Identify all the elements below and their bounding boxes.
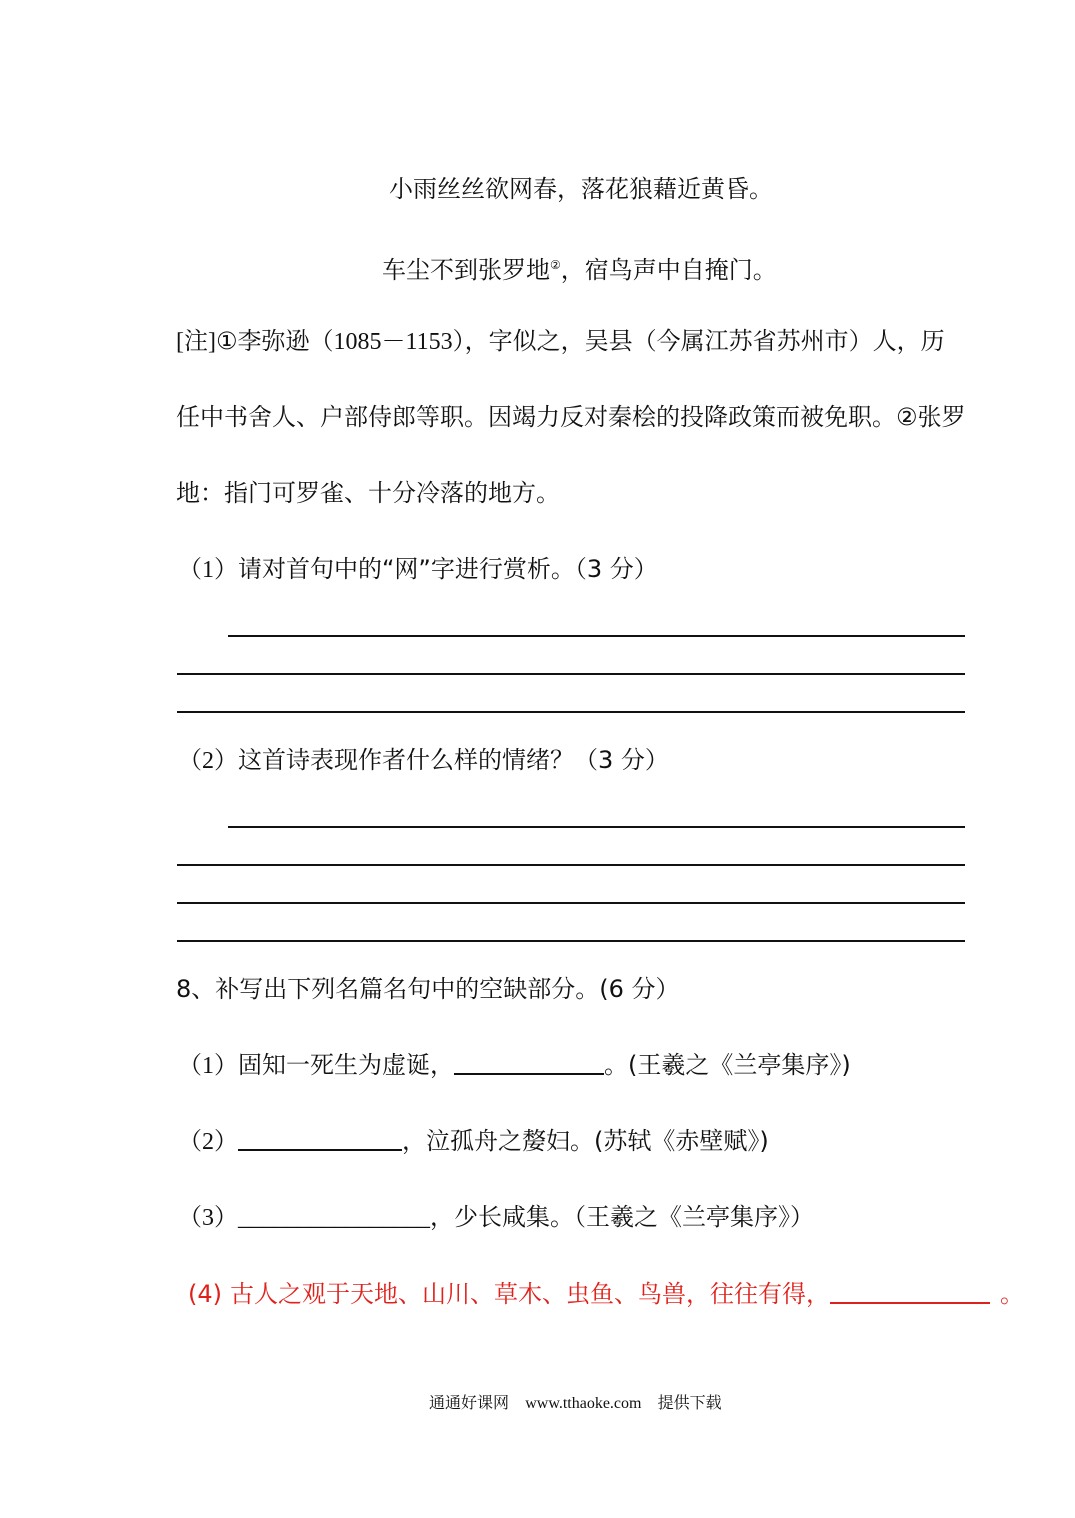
answer-line-2a[interactable] [228, 826, 965, 828]
q8-item-1-after: 。(王羲之《兰亭集序》) [604, 1051, 851, 1079]
answer-line-1b[interactable] [177, 673, 965, 675]
note-circle-1: ① [215, 327, 238, 355]
q8-item-2-blank[interactable] [238, 1127, 402, 1151]
question-1 [178, 554, 658, 585]
footnote-marker: ② [550, 258, 561, 272]
note-line-1-rest: ，字似之，吴县（今属江苏省苏州市）人，历 [464, 327, 945, 355]
question-1-text: 请对首句中的“网”字进行赏析。（3 分） [238, 555, 658, 583]
q8-item-4-number: (4) [188, 1280, 222, 1308]
poem-line-2-rest: ，宿鸟声中自掩门。 [560, 256, 777, 284]
note-author: 李弥逊 [237, 327, 310, 355]
note-line-2-text: 任中书舍人、户部侍郎等职。因竭力反对秦桧的投降政策而被免职。②张罗 [176, 403, 966, 431]
q8-item-3-after: ，少长咸集。（王羲之《兰亭集序》） [430, 1203, 814, 1231]
answer-line-1c[interactable] [177, 711, 965, 713]
q8-item-4-after: 。 [1000, 1280, 1024, 1308]
q8-item-3-number: （3） [178, 1205, 238, 1231]
footer-url: www.tthaoke.com [525, 1395, 642, 1412]
note-line-1 [176, 326, 945, 357]
question-8-title [176, 974, 680, 1004]
poem-line-2 [382, 250, 777, 285]
q8-item-4-blank[interactable] [830, 1280, 990, 1304]
note-years: （1085－1153） [309, 329, 465, 355]
q8-item-1-blank[interactable] [454, 1051, 604, 1075]
question-2-text: 这首诗表现作者什么样的情绪？（3 分） [238, 746, 669, 774]
note-line-2 [176, 402, 966, 432]
note-prefix: [注] [176, 329, 216, 355]
question-2 [178, 745, 669, 776]
note-line-3-text: 地：指门可罗雀、十分冷落的地方。 [176, 479, 560, 507]
q8-item-3-blank[interactable]: ________________ [238, 1205, 430, 1231]
q8-item-3 [178, 1202, 814, 1233]
q8-item-4-before: 古人之观于天地、山川、草木、虫鱼、鸟兽，往往有得， [230, 1280, 830, 1308]
question-2-number: （2） [178, 748, 238, 774]
q8-item-2-number: （2） [178, 1129, 238, 1155]
answer-line-1a[interactable] [228, 635, 965, 637]
q8-item-2 [178, 1126, 769, 1157]
poem-line-2-text: 车尘不到张罗地 [382, 256, 550, 284]
q8-item-1 [178, 1050, 851, 1081]
answer-line-2c[interactable] [177, 902, 965, 904]
question-8-title-text: 8、补写出下列名篇名句中的空缺部分。(6 分） [176, 975, 680, 1003]
poem-line-1 [389, 174, 773, 204]
footer-site: 通通好课网 [429, 1393, 510, 1412]
page-footer [429, 1393, 722, 1414]
q8-item-4 [188, 1279, 1024, 1309]
answer-line-2b[interactable] [177, 864, 965, 866]
q8-item-2-after: ，泣孤舟之嫠妇。(苏轼《赤壁赋》) [402, 1127, 769, 1155]
note-line-3 [176, 478, 560, 508]
question-1-number: （1） [178, 557, 238, 583]
poem-line-1-text: 小雨丝丝欲网春，落花狼藉近黄昏。 [389, 175, 773, 203]
footer-tail: 提供下载 [657, 1393, 722, 1412]
q8-item-1-before: 固知一死生为虚诞， [238, 1051, 454, 1079]
q8-item-1-number: （1） [178, 1053, 238, 1079]
answer-line-2d[interactable] [177, 940, 965, 942]
